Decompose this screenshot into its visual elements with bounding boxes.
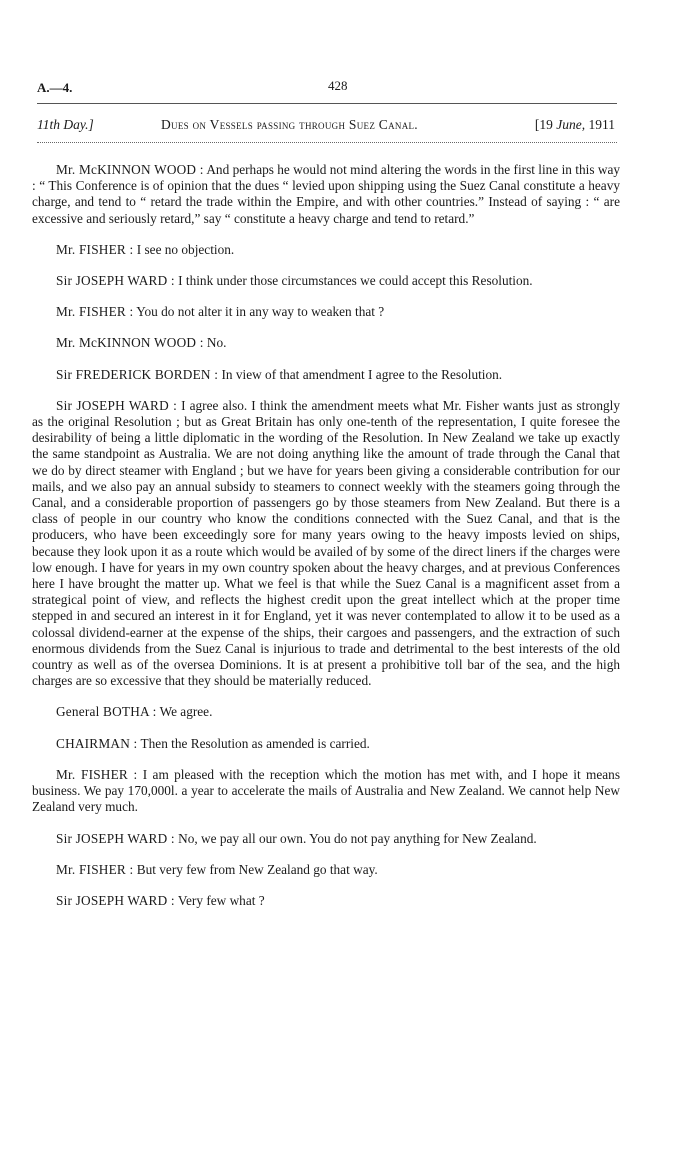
speech-paragraph — [32, 273, 620, 289]
speech-paragraph — [32, 335, 620, 351]
transcript-body — [32, 162, 620, 924]
speech-text: And perhaps he would not mind altering the words in the first line in this way : “ This Conference is of opinion that the dues “ levied upon shipping using the Suez Canal constitute a heavy charge, and tend to “ retard the trade within the Empire, and with other countries.” Instead of saying : “ are excessive and seriously retard,” say “ constitute a heavy charge and tend to retard.” — [32, 162, 620, 226]
date-prefix: [19 — [534, 117, 553, 132]
header-rule — [37, 103, 617, 104]
speaker-name: Sir JOSEPH WARD : — [56, 273, 175, 289]
speaker-name: CHAIRMAN : — [56, 735, 138, 751]
speaker-name: Mr. FISHER : — [56, 304, 134, 320]
speech-paragraph — [32, 398, 620, 690]
date-year: 1911 — [588, 117, 615, 132]
sitting-date — [535, 117, 615, 133]
speech-paragraph — [32, 162, 620, 227]
speech-text: I see no objection. — [136, 241, 235, 257]
speaker-name: Mr. FISHER : — [56, 766, 138, 782]
speech-text: I agree also. I think the amendment meets what Mr. Fisher wants just as strongly as the original Resolution ; but as Great Britain has only one-tenth of the representation, I quite foresee the desirability of being a little diplomatic in the wording of the Resolution. In New Zealand we take up exactly the same standpoint as Australia. We are not doing anything like the amount of trade through the Canal that we do by direct steamer with England ; but we have for years been giving a considerable contribution for our mails, and we also pay an annual subsidy to steamers to connect weekly with the steamers going through the Canal, and a considerable proportion of passengers go by those steamers from New Zealand. But there is a class of people in our country who know the conditions connected with the Suez Canal, and that is the producers, who have been exceedingly sore for many years owing to the heavy imposts levied on ships, because they look upon it as a route which would be availed of by some of the direct liners if the charges were low enough. I have for years in my own country spoken about the heavy charges, and at previous Conferences here I have brought the matter up. What we feel is that while the Suez Canal is a magnificent asset from a strategical point of view, and reflects the highest credit upon the great intellect which at the proper time stepped in and secured an interest in it for England, yet it was never contemplated to allow it to be used as a colossal dividend-earner at the expense of the ships, their cargoes and passengers, and the extraction of such enormous dividends from the Suez Canal is injurious to trade and detrimental to the best interests of the old country as well as of the oversea Dominions. It is at present a prohibitive toll bar of the sea, and the high charges are so excessive that they should be materially reduced. — [32, 397, 620, 689]
speaker-name: Mr. McKINNON WOOD : — [56, 335, 204, 351]
speech-text: No. — [206, 335, 227, 351]
speech-paragraph — [32, 242, 620, 258]
speech-paragraph — [32, 862, 620, 878]
sitting-day: 11th Day.] — [37, 117, 94, 132]
speech-paragraph — [32, 767, 620, 816]
speaker-name: Mr. FISHER : — [56, 241, 134, 257]
speaker-name: Sir JOSEPH WARD : — [56, 830, 175, 846]
speech-paragraph — [32, 893, 620, 909]
speech-text: But very few from New Zealand go that way. — [136, 861, 378, 877]
date-month: June, — [556, 117, 586, 132]
speaker-name: Mr. McKINNON WOOD : — [56, 162, 204, 177]
speaker-name: Sir JOSEPH WARD : — [56, 892, 175, 908]
speech-text: In view of that amendment I agree to the Resolution. — [221, 366, 503, 382]
speech-text: You do not alter it in any way to weaken that ? — [136, 304, 385, 320]
speaker-name: Sir FREDERICK BORDEN : — [56, 366, 219, 382]
speaker-name: Sir JOSEPH WARD : — [56, 397, 178, 413]
speech-text: No, we pay all our own. You do not pay anything for New Zealand. — [178, 830, 537, 846]
speech-text: We agree. — [159, 704, 213, 720]
speech-text: Very few what ? — [177, 892, 265, 908]
speech-paragraph — [32, 736, 620, 752]
speech-paragraph — [32, 304, 620, 320]
document-reference: A.—4. — [37, 80, 73, 95]
speaker-name: General BOTHA : — [56, 704, 157, 720]
speech-paragraph — [32, 831, 620, 847]
speech-text: I think under those circumstances we could accept this Resolution. — [178, 273, 533, 289]
section-title: Dues on Vessels passing through Suez Canal. — [161, 117, 418, 132]
speech-text: Then the Resolution as amended is carried. — [140, 735, 370, 751]
speaker-name: Mr. FISHER : — [56, 861, 134, 877]
running-header-rule — [37, 142, 617, 143]
speech-paragraph — [32, 704, 620, 720]
speech-text: I am pleased with the reception which the motion has met with, and I hope it means business. We pay 170,000l. a year to accelerate the mails of Australia and New Zealand. We cannot help New Zealand very much. — [32, 766, 620, 815]
speech-paragraph — [32, 367, 620, 383]
page-number: 428 — [328, 78, 348, 93]
